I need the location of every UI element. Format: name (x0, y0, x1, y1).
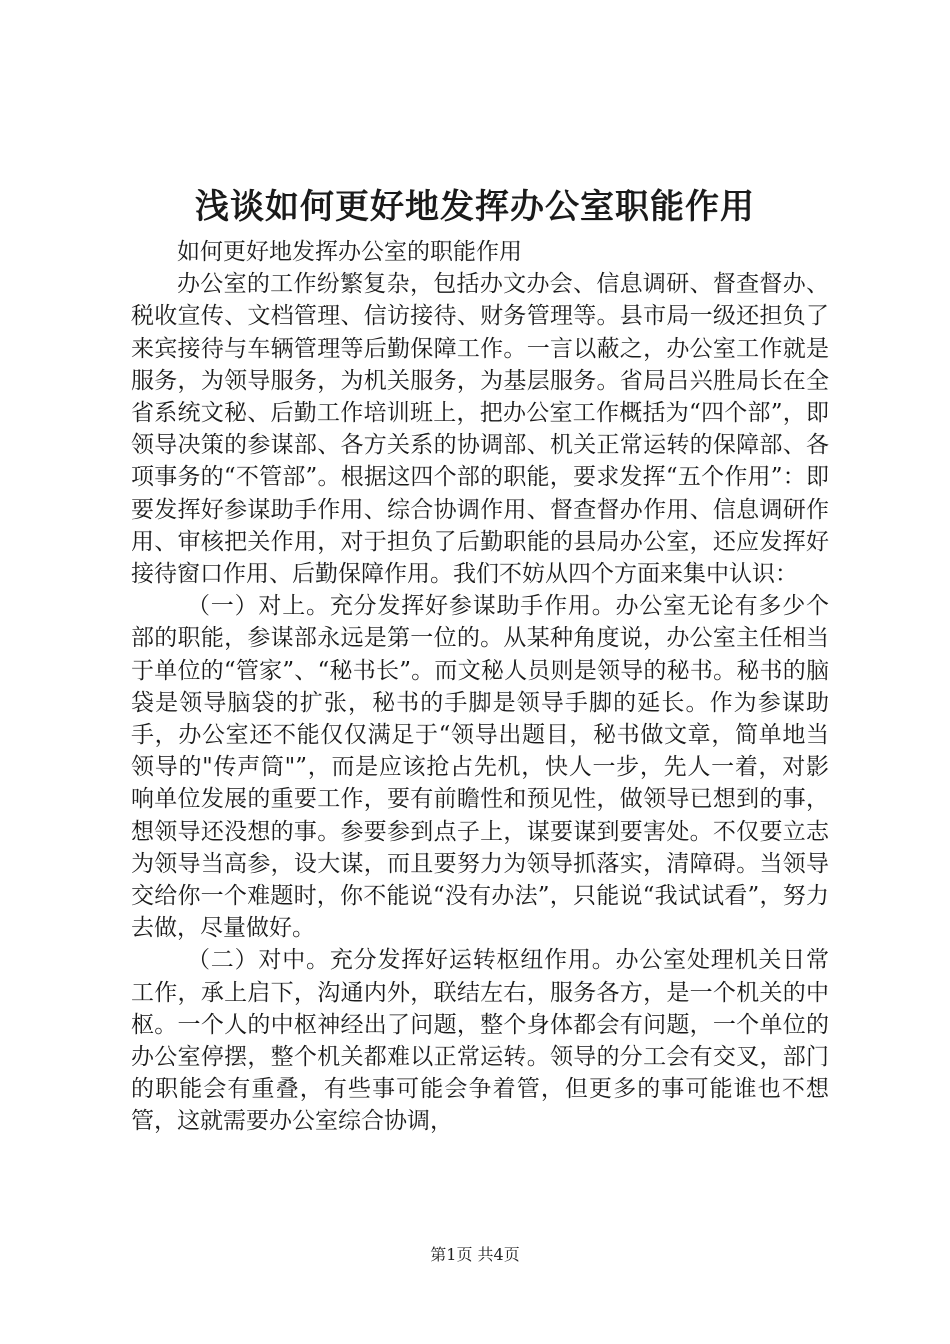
page-number-footer: 第1页 共4页 (430, 1245, 520, 1264)
paragraph-intro: 办公室的工作纷繁复杂，包括办文办会、信息调研、督查督办、税收宣传、文档管理、信访接待、财务管理等。县市局一级还担负了来宾接待与车辆管理等后勤保障工作。一言以蔽之，办公室工作就是服务，为领导服务，为机关服务，为基层服务。省局吕兴胜局长在全省系统文秘、后勤工作培训班上，把办公室工作概括为“四个部”，即领导决策的参谋部、各方关系的协调部、机关正常运转的保障部、各项事务的“不管部”。根据这四个部的职能，要求发挥“五个作用”：即要发挥好参谋助手作用、综合协调作用、督查督办作用、信息调研作用、审核把关作用，对于担负了后勤职能的县局办公室，还应发挥好接待窗口作用、后勤保障作用。我们不妨从四个方面来集中认识： (131, 271, 829, 588)
paragraph-section-2: （二）对中。充分发挥好运转枢纽作用。办公室处理机关日常工作，承上启下，沟通内外，联结左右，服务各方，是一个机关的中枢。一个人的中枢神经出了问题，整个身体都会有问题，一个单位的办公室停摆，整个机关都难以正常运转。领导的分工会有交叉，部门的职能会有重叠，有些事可能会争着管，但更多的事可能谁也不想管，这就需要办公室综合协调， (131, 947, 829, 1135)
document-subtitle: 如何更好地发挥办公室的职能作用 (177, 239, 522, 265)
document-body (131, 236, 829, 1138)
document-title: 浅谈如何更好地发挥办公室职能作用 (195, 187, 755, 227)
paragraph-section-1: （一）对上。充分发挥好参谋助手作用。办公室无论有多少个部的职能，参谋部永远是第一位的。从某种角度说，办公室主任相当于单位的“管家”、“秘书长”。而文秘人员则是领导的秘书。秘书的脑袋是领导脑袋的扩张，秘书的手脚是领导手脚的延长。作为参谋助手，办公室还不能仅仅满足于“领导出题目，秘书做文章，简单地当领导的"传声筒"”，而是应该抢占先机，快人一步，先人一着，对影响单位发展的重要工作，要有前瞻性和预见性，做领导已想到的事，想领导还没想的事。参要参到点子上，谋要谋到要害处。不仅要立志为领导当高参，设大谋，而且要努力为领导抓落实，清障碍。当领导交给你一个难题时，你不能说“没有办法”，只能说“我试试看”，努力去做，尽量做好。 (131, 593, 829, 942)
